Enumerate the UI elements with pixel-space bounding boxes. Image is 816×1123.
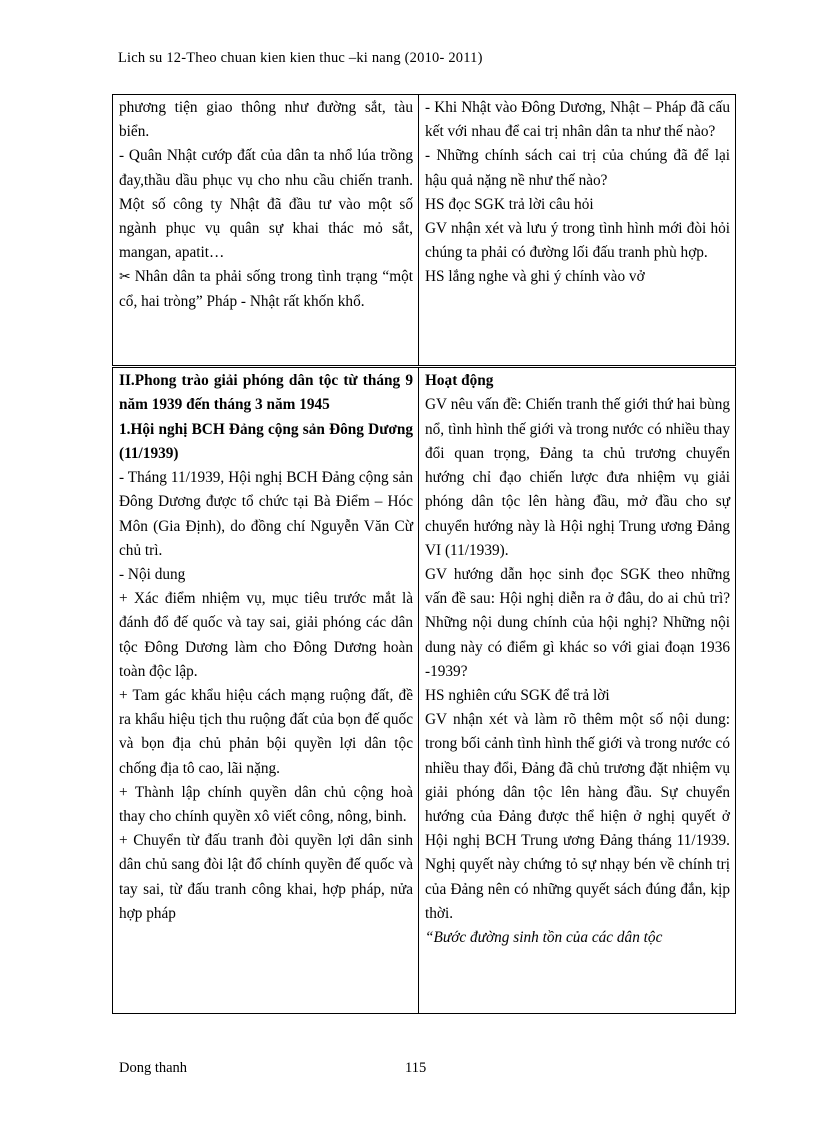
paragraph: - Khi Nhật vào Đông Dương, Nhật – Pháp đã cấu kết với nhau để cai trị nhân dân ta như thế nào? bbox=[425, 99, 730, 141]
row2-left-cell bbox=[113, 367, 419, 1014]
paragraph: GV nhận xét và làm rõ thêm một số nội dung: trong bối cảnh tình hình thế giới và trong nước có nhiều thay đổi, Đảng đã chủ trương đặt nhiệm vụ giải phóng dân tộc lên hàng đầu. Sự chuyển hướng của Đảng được thể hiện ở nghị quyết ở Hội nghị BCH Trung ương Đảng tháng 11/1939. Nghị quyết này chứng tỏ sự nhạy bén về chính trị của Đảng nên có những quyết sách đúng đắn, kịp thời. bbox=[425, 711, 730, 922]
paragraph: - Quân Nhật cướp đất của dân ta nhổ lúa trồng đay,thầu dầu phục vụ cho nhu cầu chiến tranh. Một số công ty Nhật đã đầu tư vào một số ngành phục vụ quân sự khai thác mỏ sắt, mangan, apatit… bbox=[119, 147, 413, 262]
paragraph: HS nghiên cứu SGK để trả lời bbox=[425, 686, 610, 704]
paragraph: - Những chính sách cai trị của chúng đã để lại hậu quả nặng nề như thế nào? bbox=[425, 147, 730, 189]
paragraph: - Nội dung bbox=[119, 565, 186, 583]
row2-right-cell bbox=[419, 367, 736, 1014]
paragraph: - Tháng 11/1939, Hội nghị BCH Đảng cộng sản Đông Dương được tổ chức tại Bà Điểm – Hóc Môn (Gia Định), do đồng chí Nguyễn Văn Cừ chủ trì. bbox=[119, 469, 413, 559]
paragraph: phương tiện giao thông như đường sắt, tàu biển. bbox=[119, 99, 413, 141]
subsection-heading: 1.Hội nghị BCH Đảng cộng sản Đông Dương (11/1939) bbox=[119, 420, 413, 462]
paragraph: HS lắng nghe và ghi ý chính vào vở bbox=[425, 268, 645, 286]
paragraph: + Tam gác khẩu hiệu cách mạng ruộng đất, đề ra khẩu hiệu tịch thu ruộng đất của bọn đế quốc và bọn địa chủ phản bội quyền lợi dân tộc chống địa tô cao, lãi nặng. bbox=[119, 686, 413, 777]
page-number: 115 bbox=[405, 1060, 427, 1076]
scissors-icon: ✂ bbox=[119, 269, 131, 286]
paragraph: + Thành lập chính quyền dân chủ cộng hoà thay cho chính quyền xô viết công, nông, binh. bbox=[119, 783, 413, 825]
paragraph: + Chuyển từ đấu tranh đòi quyền lợi dân sinh dân chủ sang đòi lật đổ chính quyền đế quốc và tay sai, từ đấu tranh công khai, hợp pháp, nửa hợp pháp bbox=[119, 832, 413, 922]
quote-paragraph: “Bước đường sinh tồn của các dân tộc bbox=[425, 928, 663, 946]
section-heading: II.Phong trào giải phóng dân tộc từ tháng 9 năm 1939 đến tháng 3 năm 1945 bbox=[119, 372, 413, 414]
activity-heading: Hoạt động bbox=[425, 372, 494, 390]
paragraph: HS đọc SGK trả lời câu hỏi bbox=[425, 195, 594, 213]
paragraph-text: Nhân dân ta phải sống trong tình trạng “một cổ, hai tròng” Pháp - Nhật rất khốn khổ. bbox=[119, 268, 413, 310]
paragraph: + Xác điểm nhiệm vụ, mục tiêu trước mắt là đánh đổ đế quốc và tay sai, giải phóng các dân tộc Đông Dương làm cho Đông Dương hoàn toàn độc lập. bbox=[119, 590, 413, 680]
paragraph: GV nêu vấn đề: Chiến tranh thế giới thứ hai bùng nổ, tình hình thế giới và trong nước có nhiều thay đổi quan trọng, Đảng ta chủ trương chuyển hướng chỉ đạo chiến lược đưa nhiệm vụ giải phóng dân tộc lên hàng đầu, mở đầu cho sự chuyển hướng này là Hội nghị Trung ương Đảng VI (11/1939). bbox=[425, 396, 730, 559]
row1-left-cell bbox=[113, 95, 419, 367]
paragraph bbox=[119, 265, 413, 313]
table-row bbox=[113, 367, 736, 1014]
paragraph: GV hướng dẫn học sinh đọc SGK theo những vấn đề sau: Hội nghị diễn ra ở đâu, do ai chủ trì? Những nội dung chính của hội nghị? Những nội dung này có điểm gì khác so với giai đoạn 1936 -1939? bbox=[425, 565, 730, 680]
table-row bbox=[113, 95, 736, 367]
paragraph: GV nhận xét và lưu ý trong tình hình mới đòi hỏi chúng ta phải có đường lối đấu tranh phù hợp. bbox=[425, 220, 730, 262]
page-header: Lich su 12-Theo chuan kien kien thuc –ki nang (2010- 2011) bbox=[118, 50, 483, 66]
lesson-table bbox=[112, 94, 736, 1014]
row1-right-cell bbox=[419, 95, 736, 367]
footer-author: Dong thanh bbox=[119, 1060, 188, 1076]
